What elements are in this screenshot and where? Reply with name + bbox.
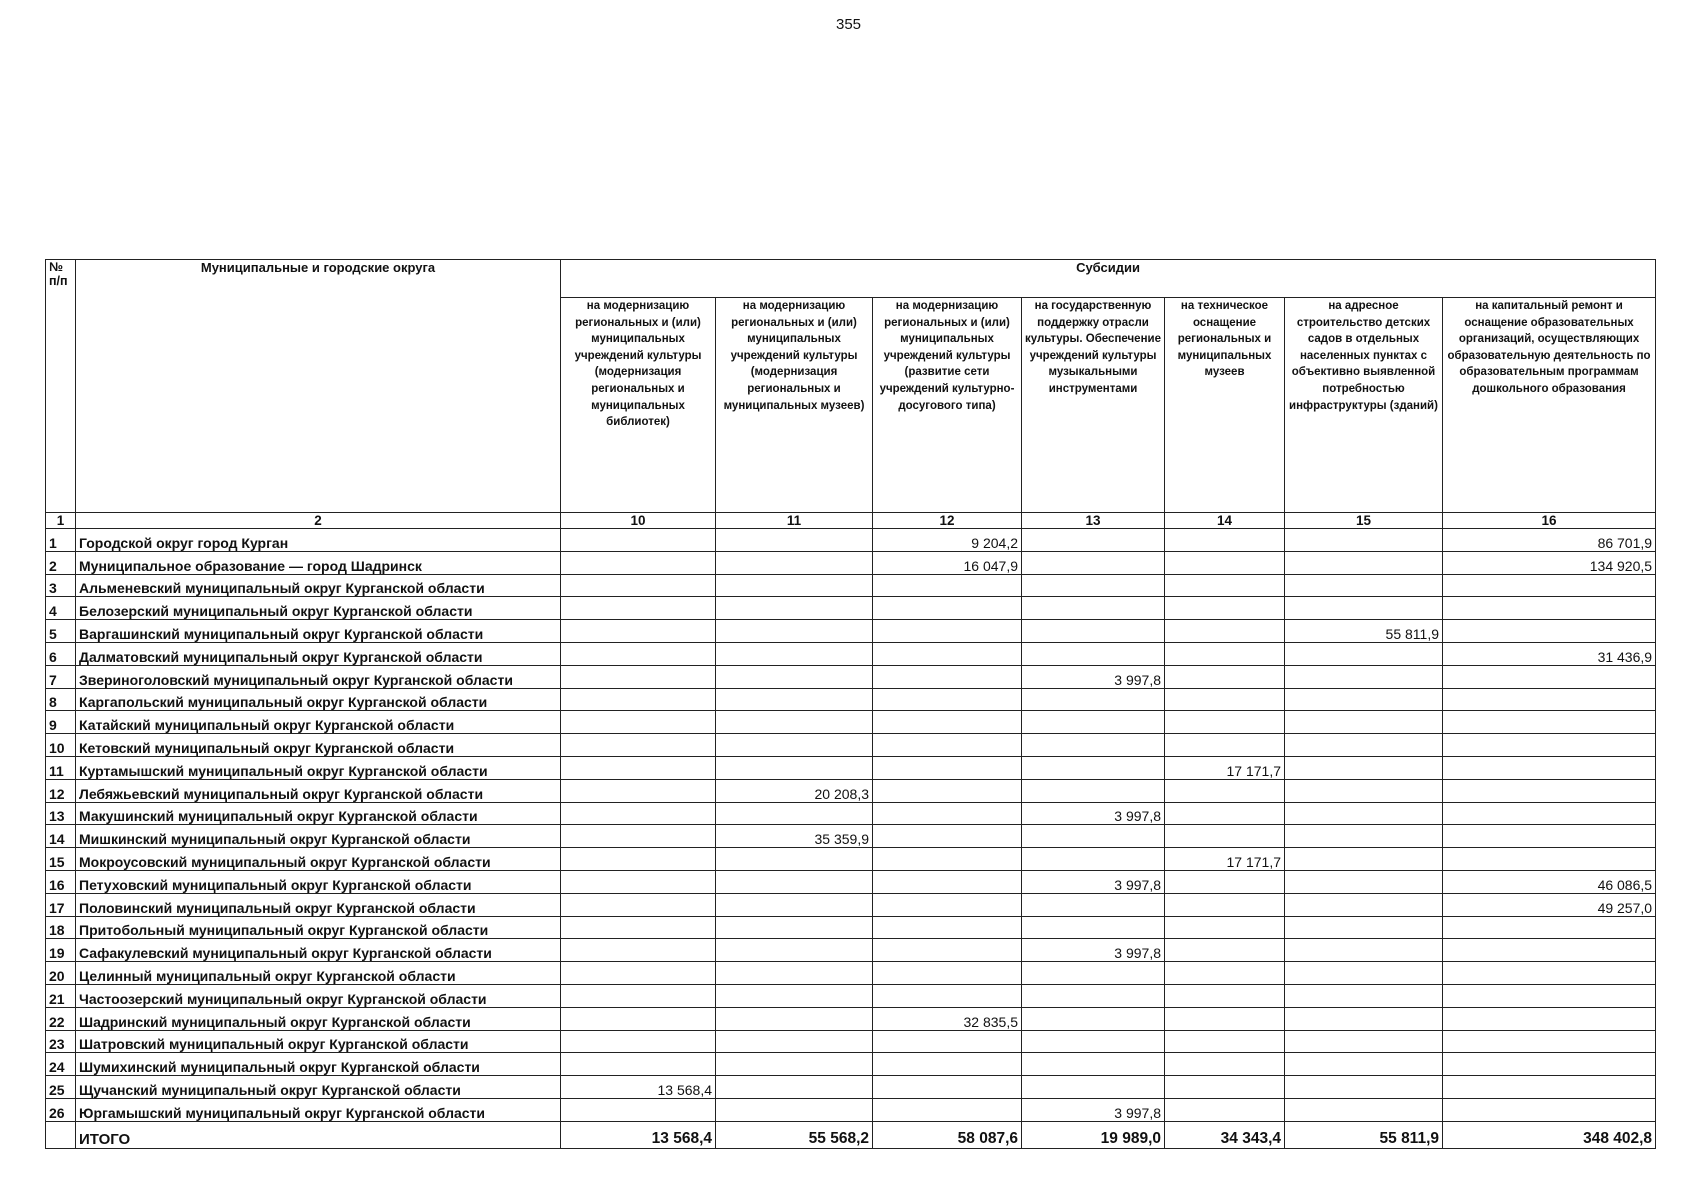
value-cell-col-12: [873, 1076, 1022, 1099]
value-cell-col-11: [716, 893, 873, 916]
row-number: 24: [46, 1053, 76, 1076]
total-row: [46, 1121, 1656, 1148]
row-number: 26: [46, 1098, 76, 1121]
table-row: [46, 734, 1656, 757]
value-cell-col-14: [1165, 1030, 1285, 1053]
table-row: [46, 870, 1656, 893]
index-header: № п/п: [46, 260, 76, 513]
value-cell-col-11: [716, 711, 873, 734]
value-cell-col-12: [873, 734, 1022, 757]
table-row: [46, 939, 1656, 962]
value-cell-col-10: [561, 962, 716, 985]
municipality-name: Каргапольский муниципальный округ Курганской области: [76, 688, 561, 711]
value-cell-col-14: [1165, 529, 1285, 552]
value-cell-col-12: [873, 620, 1022, 643]
value-cell-col-14: [1165, 939, 1285, 962]
value-cell-col-12: 9 204,2: [873, 529, 1022, 552]
value-cell-col-15: [1285, 642, 1443, 665]
value-cell-col-15: [1285, 1053, 1443, 1076]
table-row: [46, 848, 1656, 871]
value-cell-col-16: 46 086,5: [1443, 870, 1656, 893]
value-cell-col-16: [1443, 688, 1656, 711]
table-row: [46, 779, 1656, 802]
table-row: [46, 1053, 1656, 1076]
value-cell-col-14: [1165, 734, 1285, 757]
value-cell-col-12: [873, 984, 1022, 1007]
value-cell-col-15: [1285, 1007, 1443, 1030]
row-number: 22: [46, 1007, 76, 1030]
column-header-13: на государственную поддержку отрасли культуры. Обеспечение учреждений культуры музыкальными инструментами: [1022, 298, 1165, 513]
table-row: [46, 688, 1656, 711]
value-cell-col-16: [1443, 597, 1656, 620]
value-cell-col-11: [716, 984, 873, 1007]
value-cell-col-12: [873, 962, 1022, 985]
total-row-index: [46, 1121, 76, 1148]
value-cell-col-10: [561, 939, 716, 962]
value-cell-col-14: [1165, 984, 1285, 1007]
value-cell-col-14: [1165, 1053, 1285, 1076]
municipality-name: Мокроусовский муниципальный округ Курганской области: [76, 848, 561, 871]
value-cell-col-15: [1285, 825, 1443, 848]
value-cell-col-16: [1443, 802, 1656, 825]
value-cell-col-14: [1165, 620, 1285, 643]
column-header-15: на адресное строительство детских садов в отдельных населенных пунктах с объективно выявленной потребностью инфраструктуры (зданий): [1285, 298, 1443, 513]
municipality-name: Макушинский муниципальный округ Курганской области: [76, 802, 561, 825]
value-cell-col-13: [1022, 893, 1165, 916]
value-cell-col-13: 3 997,8: [1022, 939, 1165, 962]
value-cell-col-15: 55 811,9: [1285, 620, 1443, 643]
value-cell-col-12: [873, 802, 1022, 825]
table-row: [46, 802, 1656, 825]
value-cell-col-15: [1285, 597, 1443, 620]
value-cell-col-10: [561, 642, 716, 665]
value-cell-col-11: [716, 597, 873, 620]
value-cell-col-10: [561, 870, 716, 893]
value-cell-col-12: 16 047,9: [873, 551, 1022, 574]
row-number: 16: [46, 870, 76, 893]
value-cell-col-13: [1022, 551, 1165, 574]
municipality-name: Юргамышский муниципальный округ Курганской области: [76, 1098, 561, 1121]
value-cell-col-14: [1165, 779, 1285, 802]
value-cell-col-13: 3 997,8: [1022, 665, 1165, 688]
value-cell-col-13: [1022, 1007, 1165, 1030]
value-cell-col-16: 86 701,9: [1443, 529, 1656, 552]
value-cell-col-12: [873, 711, 1022, 734]
value-cell-col-11: [716, 756, 873, 779]
value-cell-col-14: [1165, 916, 1285, 939]
value-cell-col-10: [561, 597, 716, 620]
value-cell-col-15: [1285, 779, 1443, 802]
value-cell-col-12: [873, 848, 1022, 871]
value-cell-col-11: [716, 802, 873, 825]
value-cell-col-15: [1285, 688, 1443, 711]
value-cell-col-10: [561, 734, 716, 757]
value-cell-col-13: [1022, 734, 1165, 757]
column-number-15: 15: [1285, 513, 1443, 529]
value-cell-col-13: [1022, 574, 1165, 597]
table-row: [46, 893, 1656, 916]
municipality-name: Частоозерский муниципальный округ Курганской области: [76, 984, 561, 1007]
row-number: 15: [46, 848, 76, 871]
value-cell-col-16: 31 436,9: [1443, 642, 1656, 665]
value-cell-col-14: [1165, 642, 1285, 665]
value-cell-col-13: [1022, 779, 1165, 802]
table-row: [46, 1030, 1656, 1053]
column-header-10: на модернизацию региональных и (или) муниципальных учреждений культуры (модернизация региональных и муниципальных библиотек): [561, 298, 716, 513]
value-cell-col-11: [716, 551, 873, 574]
value-cell-col-15: [1285, 551, 1443, 574]
value-cell-col-14: [1165, 574, 1285, 597]
value-cell-col-15: [1285, 574, 1443, 597]
value-cell-col-11: [716, 870, 873, 893]
table-row: [46, 597, 1656, 620]
value-cell-col-13: [1022, 848, 1165, 871]
value-cell-col-11: [716, 916, 873, 939]
value-cell-col-12: [873, 688, 1022, 711]
value-cell-col-11: [716, 688, 873, 711]
value-cell-col-10: [561, 984, 716, 1007]
value-cell-col-12: [873, 665, 1022, 688]
column-header-16: на капитальный ремонт и оснащение образовательных организаций, осуществляющих образовательную деятельность по образовательным программам дошкольного образования: [1443, 298, 1656, 513]
value-cell-col-13: [1022, 1030, 1165, 1053]
row-number: 13: [46, 802, 76, 825]
row-number: 11: [46, 756, 76, 779]
value-cell-col-14: [1165, 1098, 1285, 1121]
municipality-name: Шатровский муниципальный округ Курганской области: [76, 1030, 561, 1053]
column-number-name: 2: [76, 513, 561, 529]
value-cell-col-12: [873, 642, 1022, 665]
table-row: [46, 756, 1656, 779]
table-row: [46, 1098, 1656, 1121]
value-cell-col-10: [561, 802, 716, 825]
value-cell-col-16: [1443, 1098, 1656, 1121]
value-cell-col-16: [1443, 1007, 1656, 1030]
value-cell-col-13: 3 997,8: [1022, 1098, 1165, 1121]
value-cell-col-16: 134 920,5: [1443, 551, 1656, 574]
table-row: [46, 984, 1656, 1007]
table-row: [46, 1007, 1656, 1030]
row-number: 20: [46, 962, 76, 985]
row-number: 5: [46, 620, 76, 643]
value-cell-col-10: 13 568,4: [561, 1076, 716, 1099]
row-number: 2: [46, 551, 76, 574]
value-cell-col-16: [1443, 620, 1656, 643]
name-header: Муниципальные и городские округа: [76, 260, 561, 513]
column-number-14: 14: [1165, 513, 1285, 529]
value-cell-col-10: [561, 551, 716, 574]
value-cell-col-15: [1285, 939, 1443, 962]
value-cell-col-10: [561, 711, 716, 734]
subsidies-group-header: Субсидии: [561, 260, 1656, 298]
municipality-name: Далматовский муниципальный округ Курганской области: [76, 642, 561, 665]
value-cell-col-14: [1165, 870, 1285, 893]
row-number: 9: [46, 711, 76, 734]
value-cell-col-11: [716, 848, 873, 871]
value-cell-col-12: [873, 756, 1022, 779]
total-value-col-11: 55 568,2: [716, 1121, 873, 1148]
municipality-name: Половинский муниципальный округ Курганской области: [76, 893, 561, 916]
value-cell-col-10: [561, 529, 716, 552]
value-cell-col-16: [1443, 939, 1656, 962]
total-value-col-12: 58 087,6: [873, 1121, 1022, 1148]
row-number: 10: [46, 734, 76, 757]
value-cell-col-12: [873, 939, 1022, 962]
municipality-name: Альменевский муниципальный округ Курганской области: [76, 574, 561, 597]
value-cell-col-10: [561, 825, 716, 848]
table-row: [46, 551, 1656, 574]
header-row-top: [46, 260, 1656, 298]
row-number: 7: [46, 665, 76, 688]
municipality-name: Притобольный муниципальный округ Курганской области: [76, 916, 561, 939]
municipality-name: Катайский муниципальный округ Курганской области: [76, 711, 561, 734]
value-cell-col-15: [1285, 1098, 1443, 1121]
value-cell-col-13: [1022, 711, 1165, 734]
column-header-14: на техническое оснащение региональных и муниципальных музеев: [1165, 298, 1285, 513]
value-cell-col-14: 17 171,7: [1165, 756, 1285, 779]
value-cell-col-11: [716, 962, 873, 985]
municipality-name: Сафакулевский муниципальный округ Курганской области: [76, 939, 561, 962]
row-number: 25: [46, 1076, 76, 1099]
column-number-13: 13: [1022, 513, 1165, 529]
value-cell-col-16: [1443, 825, 1656, 848]
value-cell-col-10: [561, 1007, 716, 1030]
value-cell-col-11: [716, 620, 873, 643]
value-cell-col-14: [1165, 1076, 1285, 1099]
municipality-name: Петуховский муниципальный округ Курганской области: [76, 870, 561, 893]
value-cell-col-15: [1285, 711, 1443, 734]
value-cell-col-10: [561, 574, 716, 597]
table-row: [46, 574, 1656, 597]
row-number: 19: [46, 939, 76, 962]
row-number: 14: [46, 825, 76, 848]
value-cell-col-10: [561, 1030, 716, 1053]
value-cell-col-14: [1165, 711, 1285, 734]
total-value-col-16: 348 402,8: [1443, 1121, 1656, 1148]
value-cell-col-13: [1022, 688, 1165, 711]
value-cell-col-16: [1443, 756, 1656, 779]
value-cell-col-15: [1285, 1076, 1443, 1099]
value-cell-col-12: [873, 597, 1022, 620]
value-cell-col-10: [561, 893, 716, 916]
value-cell-col-12: [873, 1053, 1022, 1076]
value-cell-col-11: [716, 939, 873, 962]
row-number: 17: [46, 893, 76, 916]
table-row: [46, 916, 1656, 939]
row-number: 8: [46, 688, 76, 711]
value-cell-col-12: [873, 574, 1022, 597]
value-cell-col-16: [1443, 665, 1656, 688]
value-cell-col-16: [1443, 916, 1656, 939]
value-cell-col-15: [1285, 756, 1443, 779]
value-cell-col-10: [561, 1098, 716, 1121]
value-cell-col-11: 35 359,9: [716, 825, 873, 848]
municipality-name: Муниципальное образование — город Шадринск: [76, 551, 561, 574]
value-cell-col-15: [1285, 870, 1443, 893]
value-cell-col-16: [1443, 1053, 1656, 1076]
value-cell-col-10: [561, 848, 716, 871]
value-cell-col-14: [1165, 551, 1285, 574]
value-cell-col-15: [1285, 962, 1443, 985]
value-cell-col-10: [561, 916, 716, 939]
municipality-name: Шумихинский муниципальный округ Курганской области: [76, 1053, 561, 1076]
municipality-name: Целинный муниципальный округ Курганской области: [76, 962, 561, 985]
value-cell-col-16: 49 257,0: [1443, 893, 1656, 916]
row-number: 6: [46, 642, 76, 665]
table-row: [46, 962, 1656, 985]
value-cell-col-11: [716, 529, 873, 552]
column-header-12: на модернизацию региональных и (или) муниципальных учреждений культуры (развитие сети учреждений культурно-досугового типа): [873, 298, 1022, 513]
value-cell-col-13: 3 997,8: [1022, 870, 1165, 893]
value-cell-col-14: [1165, 597, 1285, 620]
value-cell-col-13: [1022, 916, 1165, 939]
value-cell-col-10: [561, 620, 716, 643]
row-number: 4: [46, 597, 76, 620]
row-number: 1: [46, 529, 76, 552]
value-cell-col-11: 20 208,3: [716, 779, 873, 802]
header-row-numbers: [46, 513, 1656, 529]
row-number: 18: [46, 916, 76, 939]
municipality-name: Мишкинский муниципальный округ Курганской области: [76, 825, 561, 848]
column-number-12: 12: [873, 513, 1022, 529]
municipality-name: Варгашинский муниципальный округ Курганской области: [76, 620, 561, 643]
column-number-10: 10: [561, 513, 716, 529]
value-cell-col-15: [1285, 802, 1443, 825]
table-row: [46, 620, 1656, 643]
value-cell-col-16: [1443, 848, 1656, 871]
value-cell-col-15: [1285, 665, 1443, 688]
value-cell-col-14: [1165, 893, 1285, 916]
value-cell-col-13: [1022, 962, 1165, 985]
table-row: [46, 825, 1656, 848]
value-cell-col-13: [1022, 756, 1165, 779]
value-cell-col-13: [1022, 984, 1165, 1007]
column-number-16: 16: [1443, 513, 1656, 529]
total-value-col-15: 55 811,9: [1285, 1121, 1443, 1148]
column-header-11: на модернизацию региональных и (или) муниципальных учреждений культуры (модернизация региональных и муниципальных музеев): [716, 298, 873, 513]
value-cell-col-11: [716, 574, 873, 597]
municipality-name: Щучанский муниципальный округ Курганской области: [76, 1076, 561, 1099]
value-cell-col-11: [716, 734, 873, 757]
value-cell-col-10: [561, 688, 716, 711]
value-cell-col-13: [1022, 1076, 1165, 1099]
value-cell-col-15: [1285, 984, 1443, 1007]
value-cell-col-13: [1022, 620, 1165, 643]
value-cell-col-12: [873, 1098, 1022, 1121]
table-row: [46, 665, 1656, 688]
table-row: [46, 1076, 1656, 1099]
municipality-name: Куртамышский муниципальный округ Курганской области: [76, 756, 561, 779]
subsidies-table: [45, 259, 1656, 1149]
value-cell-col-16: [1443, 1076, 1656, 1099]
value-cell-col-14: [1165, 825, 1285, 848]
value-cell-col-14: [1165, 1007, 1285, 1030]
value-cell-col-10: [561, 756, 716, 779]
value-cell-col-15: [1285, 1030, 1443, 1053]
value-cell-col-10: [561, 665, 716, 688]
table-row: [46, 642, 1656, 665]
value-cell-col-13: 3 997,8: [1022, 802, 1165, 825]
value-cell-col-11: [716, 1053, 873, 1076]
value-cell-col-15: [1285, 893, 1443, 916]
municipality-name: Городской округ город Курган: [76, 529, 561, 552]
value-cell-col-14: [1165, 688, 1285, 711]
value-cell-col-15: [1285, 529, 1443, 552]
value-cell-col-13: [1022, 642, 1165, 665]
total-label: ИТОГО: [76, 1121, 561, 1148]
total-value-col-10: 13 568,4: [561, 1121, 716, 1148]
value-cell-col-15: [1285, 848, 1443, 871]
value-cell-col-12: [873, 893, 1022, 916]
value-cell-col-11: [716, 642, 873, 665]
municipality-name: Шадринский муниципальный округ Курганской области: [76, 1007, 561, 1030]
value-cell-col-14: [1165, 665, 1285, 688]
value-cell-col-16: [1443, 984, 1656, 1007]
page-number: 355: [835, 16, 862, 33]
row-number: 23: [46, 1030, 76, 1053]
value-cell-col-16: [1443, 1030, 1656, 1053]
value-cell-col-16: [1443, 574, 1656, 597]
value-cell-col-16: [1443, 779, 1656, 802]
value-cell-col-12: [873, 916, 1022, 939]
value-cell-col-12: [873, 825, 1022, 848]
column-number-index: 1: [46, 513, 76, 529]
value-cell-col-11: [716, 1076, 873, 1099]
value-cell-col-12: 32 835,5: [873, 1007, 1022, 1030]
value-cell-col-10: [561, 1053, 716, 1076]
row-number: 3: [46, 574, 76, 597]
value-cell-col-13: [1022, 825, 1165, 848]
value-cell-col-11: [716, 1030, 873, 1053]
municipality-name: Кетовский муниципальный округ Курганской области: [76, 734, 561, 757]
total-value-col-13: 19 989,0: [1022, 1121, 1165, 1148]
value-cell-col-14: 17 171,7: [1165, 848, 1285, 871]
value-cell-col-15: [1285, 916, 1443, 939]
value-cell-col-16: [1443, 734, 1656, 757]
value-cell-col-13: [1022, 1053, 1165, 1076]
table-row: [46, 711, 1656, 734]
municipality-name: Лебяжьевский муниципальный округ Курганской области: [76, 779, 561, 802]
value-cell-col-14: [1165, 962, 1285, 985]
value-cell-col-16: [1443, 711, 1656, 734]
column-number-11: 11: [716, 513, 873, 529]
table-row: [46, 529, 1656, 552]
value-cell-col-13: [1022, 529, 1165, 552]
value-cell-col-12: [873, 779, 1022, 802]
value-cell-col-10: [561, 779, 716, 802]
value-cell-col-13: [1022, 597, 1165, 620]
value-cell-col-12: [873, 870, 1022, 893]
value-cell-col-11: [716, 665, 873, 688]
row-number: 12: [46, 779, 76, 802]
municipality-name: Звериноголовский муниципальный округ Курганской области: [76, 665, 561, 688]
total-value-col-14: 34 343,4: [1165, 1121, 1285, 1148]
value-cell-col-16: [1443, 962, 1656, 985]
value-cell-col-15: [1285, 734, 1443, 757]
municipality-name: Белозерский муниципальный округ Курганской области: [76, 597, 561, 620]
value-cell-col-11: [716, 1007, 873, 1030]
row-number: 21: [46, 984, 76, 1007]
value-cell-col-14: [1165, 802, 1285, 825]
value-cell-col-12: [873, 1030, 1022, 1053]
value-cell-col-11: [716, 1098, 873, 1121]
